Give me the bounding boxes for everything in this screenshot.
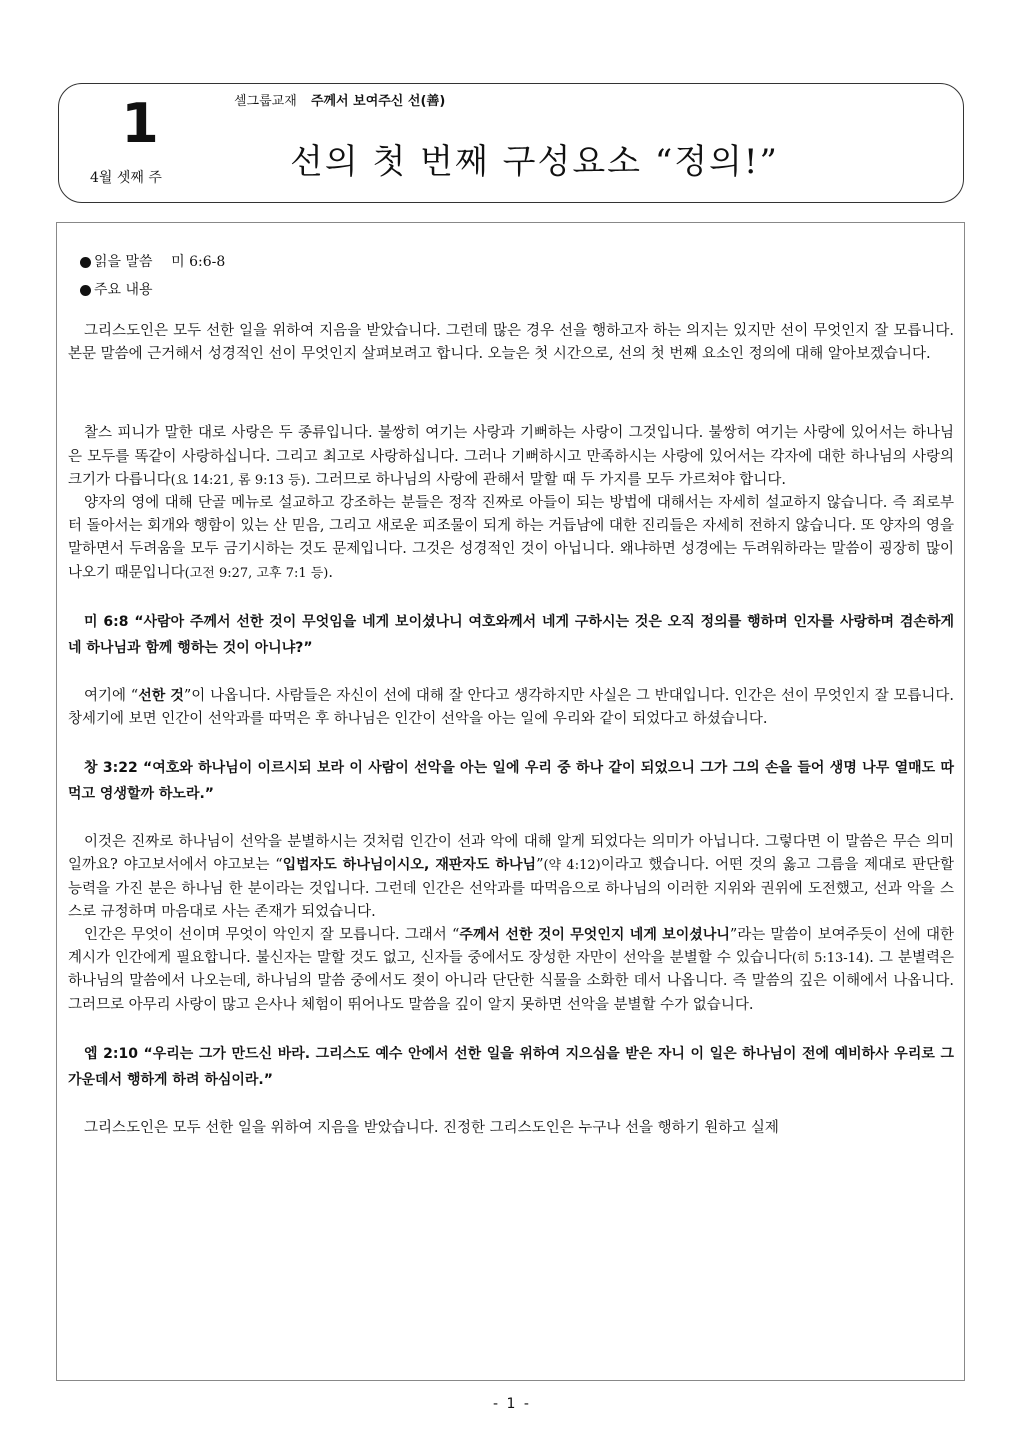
adoption-text: 양자의 영에 대해 단골 메뉴로 설교하고 강조하는 분들은 정작 진짜로 아들이 되는 방법에 대해서는 자세히 설교하지 않습니다. 즉 죄로부터 돌아서는 회개와 행함이 있는 산 믿음, 그리고 새로운 피조물이 되게 하는 거듭남에 대한 진리들은 자세히 전하지 않습니다. 또 양자의 영을 말하면서 두려움을 모두 금기시하는 것도 문제입니다. 그것은 성경적인 것이 아닙니다. 왜냐하면 성경에는 두려워하라는 말씀이 굉장히 많이 나오기 때문입니다: [68, 495, 954, 581]
intro-paragraph: 그리스도인은 모두 선한 일을 위하여 지음을 받았습니다. 그런데 많은 경우 선을 행하고자 하는 의지는 있지만 선이 무엇인지 잘 모릅니다. 본문 말씀에 근거해서 성경적인 선이 무엇인지 살펴보려고 합니다. 오늘은 첫 시간으로, 선의 첫 번째 요소인 정의에 대해 알아보겠습니다.: [68, 323, 954, 363]
discern-bold: 주께서 선한 것이 무엇인지 네게 보이셨나니: [459, 927, 730, 944]
book-title: 주께서 보여주신 선(善): [310, 94, 446, 109]
summary-row: [68, 276, 954, 304]
discern-paragraph: [68, 924, 954, 1017]
summary-label: 주요 내용: [94, 282, 153, 298]
adoption-ref: (고전 9:27, 고후 7:1 등): [184, 565, 329, 581]
discern-mid: ”라는 말씀이 보여주듯이 선에 대한 계시가 인간에게 필요합니다. 불신자는 말할 것도 없고, 신자들 중에서도 장성한 자만이 선악을 분별할 수 있습니다: [68, 927, 954, 967]
bullet-icon: [80, 257, 91, 268]
love-paragraph: [68, 422, 954, 492]
verse-ephesians: 엡 2:10 “우리는 그가 만드신 바라. 그리스도 예수 안에서 선한 일을 위하여 지으심을 받은 자니 이 일은 하나님이 전에 예비하사 우리로 그 가운데서 행하게 하려 하심이라.”: [68, 1045, 954, 1088]
judge-ref: (약 4:12): [543, 858, 601, 874]
good-lead: 여기에 “: [84, 687, 139, 704]
reading-ref: 미 6:6-8: [171, 254, 226, 270]
judge-bold: 입법자도 하나님이시오, 재판자도 하나님: [282, 857, 537, 874]
series-name: 셀그룹교재: [234, 94, 297, 109]
verse-micah: 미 6:8 “사람아 주께서 선한 것이 무엇임을 네게 보이셨나니 여호와께서 네게 구하시는 것은 오직 정의를 행하며 인자를 사랑하며 겸손하게 네 하나님과 함께 행하는 것이 아니냐?”: [68, 613, 954, 656]
judge-lead: 이것은 진짜로 하나님이 선악을 분별하시는 것처럼 인간이 선과 악에 대해 알게 되었다는 의미가 아닙니다. 그렇다면 이 말씀은 무슨 의미일까요? 야고보서에서 야고보는 “: [68, 834, 954, 874]
week-label: 4월 셋째 주: [90, 170, 162, 186]
good-paragraph: [68, 685, 954, 731]
reading-label: 읽을 말씀: [94, 254, 153, 270]
love-tail: . 그러므로 하나님의 사랑에 관해서 말할 때 두 가지를 모두 가르쳐야 합니다.: [305, 471, 786, 488]
discern-tail: . 그 분별력은 하나님의 말씀에서 나오는데, 하나님의 말씀 중에서도 젖이 아니라 단단한 식물을 소화한 데서 나옵니다. 즉 말씀의 깊은 이해에서 나옵니다. 그러므로 아무리 사랑이 많고 은사나 체험이 뛰어나도 말씀을 깊이 알지 못하면 선악을 분별할 수가 없습니다.: [68, 950, 954, 1013]
content-body: [68, 248, 954, 1140]
good-bold: 선한 것: [138, 687, 184, 704]
discern-ref: (히 5:13-14): [791, 951, 870, 967]
judge-tail: 이라고 했습니다. 어떤 것의 옳고 그름을 제대로 판단할 능력을 가진 분은 하나님 한 분이라는 것입니다. 그런데 인간은 선악과를 따먹음으로 하나님의 이러한 지위와 권위에 도전했고, 선과 악을 스스로 규정하며 마음대로 사는 존재가 되었습니다.: [68, 857, 955, 920]
love-text: 찰스 피니가 말한 대로 사랑은 두 종류입니다. 불쌍히 여기는 사랑과 기뻐하는 사랑이 그것입니다. 불쌍히 여기는 사랑에 있어서는 하나님은 모두를 똑같이 사랑하십니다. 그리고 최고로 사랑하십니다. 그러나 기뻐하시고 만족하시는 사랑에 있어서는 각자에 대한 하나님의 사랑의 크기가 다릅니다: [68, 425, 954, 488]
page-title: 선의 첫 번째 구성요소 “정의!”: [290, 142, 779, 182]
bullet-icon: [80, 285, 91, 296]
closing-paragraph: 그리스도인은 모두 선한 일을 위하여 지음을 받았습니다. 진정한 그리스도인은 누구나 선을 행하기 원하고 실제: [84, 1119, 779, 1136]
adoption-tail: .: [328, 564, 333, 581]
series-line: [234, 93, 445, 111]
page-number: - 1 -: [493, 1396, 531, 1412]
reading-row: [68, 248, 954, 276]
judge-paragraph: [68, 831, 954, 924]
adoption-paragraph: [68, 492, 954, 585]
good-tail: ”이 나옵니다. 사람들은 자신이 선에 대해 잘 안다고 생각하지만 사실은 그 반대입니다. 인간은 선이 무엇인지 잘 모릅니다. 창세기에 보면 인간이 선악과를 따먹은 후 하나님은 인간이 선악을 아는 일에 우리와 같이 되었다고 하셨습니다.: [68, 687, 954, 728]
verse-genesis: 창 3:22 “여호와 하나님이 이르시되 보라 이 사람이 선악을 아는 일에 우리 중 하나 같이 되었으니 그가 그의 손을 들어 생명 나무 열매도 따먹고 영생할까 하노라.”: [68, 760, 954, 803]
discern-lead: 인간은 무엇이 선이며 무엇이 악인지 잘 모릅니다. 그래서 “: [84, 927, 460, 944]
lesson-number: 1: [121, 92, 159, 155]
judge-mid: ”: [536, 857, 544, 874]
love-ref: (요 14:21, 롬 9:13 등): [170, 472, 306, 488]
